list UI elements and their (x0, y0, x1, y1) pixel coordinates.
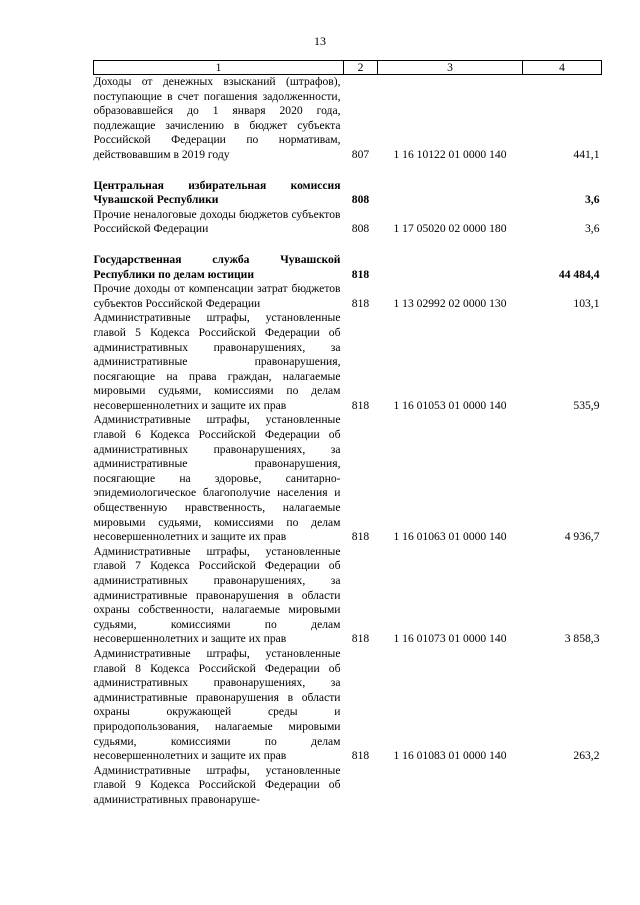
table-row (94, 545, 602, 647)
description-cell: Прочие доходы от компенсации затрат бюджетов субъектов Российской Федерации (93, 282, 341, 310)
table-header (94, 61, 602, 75)
organization-row (94, 179, 602, 208)
amount-cell: 103,1 (573, 296, 600, 310)
kbk-cell: 1 16 01053 01 0000 140 (393, 398, 507, 412)
header-row (94, 61, 602, 75)
kbk-cell (378, 179, 523, 208)
description-cell: Административные штрафы, установленные главой 9 Кодекса Российской Федерации об административных правонаруше- (93, 763, 341, 806)
code-cell: 818 (351, 530, 370, 544)
amount-cell: 535,9 (573, 398, 600, 412)
table-row (94, 647, 602, 764)
code-cell: 818 (351, 267, 370, 281)
spacer-cell (94, 237, 602, 253)
spacer-cell (94, 163, 602, 179)
table-row (94, 764, 602, 808)
description-cell: Административные штрафы, установленные главой 5 Кодекса Российской Федерации об административных правонарушениях, за административные правонарушения, посягающие на права граждан, налагаемые мировыми судьями, комиссиями по делам несовершеннолетних и защите их прав (93, 311, 341, 412)
amount-cell (523, 764, 602, 808)
description-cell: Государственная служба Чувашской Республики по делам юстиции (93, 252, 341, 281)
amount-cell: 4 936,7 (564, 530, 600, 544)
table-row (94, 75, 602, 163)
kbk-cell (378, 764, 523, 808)
amount-cell: 263,2 (573, 749, 600, 763)
code-cell: 808 (351, 193, 370, 207)
revenue-table (93, 60, 602, 808)
amount-cell: 3,6 (585, 193, 600, 207)
kbk-cell: 1 16 10122 01 0000 140 (393, 147, 507, 161)
description-cell: Центральная избирательная комиссия Чувашской Республики (93, 178, 341, 207)
kbk-cell: 1 16 01083 01 0000 140 (393, 749, 507, 763)
code-cell: 807 (351, 147, 370, 161)
column-header-3: 3 (378, 61, 523, 75)
organization-row (94, 253, 602, 282)
column-header-1: 1 (94, 61, 344, 75)
spacer-row (94, 237, 602, 253)
kbk-cell (378, 253, 523, 282)
amount-cell: 3,6 (585, 222, 600, 236)
description-cell: Административные штрафы, установленные главой 8 Кодекса Российской Федерации об административных правонарушениях, за административные правонарушения в области охраны окружающей среды и природопользования, налагаемые мировыми судьями, комиссиями по делам несовершеннолетних и защите их прав (93, 646, 341, 763)
kbk-cell: 1 13 02992 02 0000 130 (393, 296, 507, 310)
column-header-2: 2 (344, 61, 378, 75)
kbk-cell: 1 17 05020 02 0000 180 (393, 222, 507, 236)
column-header-4: 4 (523, 61, 602, 75)
table-body (94, 75, 602, 808)
code-cell: 818 (351, 398, 370, 412)
kbk-cell: 1 16 01073 01 0000 140 (393, 632, 507, 646)
table-row (94, 208, 602, 237)
code-cell: 808 (351, 222, 370, 236)
amount-cell: 44 484,4 (558, 267, 600, 281)
amount-cell: 3 858,3 (564, 632, 600, 646)
kbk-cell: 1 16 01063 01 0000 140 (393, 530, 507, 544)
description-cell: Административные штрафы, установленные главой 6 Кодекса Российской Федерации об административных правонарушениях, за административные правонарушения, посягающие на здоровье, санитарно-эпидемиологическое благополучие населения и общественную нравственность, налагаемые мировыми судьями, комиссиями по делам несовершеннолетних и защите их прав (93, 413, 341, 544)
table-row (94, 413, 602, 544)
page-number: 13 (314, 34, 326, 48)
spacer-row (94, 163, 602, 179)
code-cell (344, 764, 378, 808)
amount-cell: 441,1 (573, 147, 600, 161)
code-cell: 818 (351, 632, 370, 646)
description-cell: Прочие неналоговые доходы бюджетов субъектов Российской Федерации (93, 207, 341, 236)
code-cell: 818 (351, 296, 370, 310)
table-row (94, 311, 602, 413)
description-cell: Доходы от денежных взысканий (штрафов), поступающие в счет погашения задолженности, образовавшейся до 1 января 2020 года, подлежащие зачислению в бюджет субъекта Российской Федерации по нормативам, действовавшим в 2019 году (93, 75, 341, 161)
description-cell: Административные штрафы, установленные главой 7 Кодекса Российской Федерации об административных правонарушениях, за административные правонарушения в области охраны собственности, налагаемые мировыми судьями, комиссиями по делам несовершеннолетних и защите их прав (93, 544, 341, 646)
table-row (94, 282, 602, 311)
code-cell: 818 (351, 749, 370, 763)
